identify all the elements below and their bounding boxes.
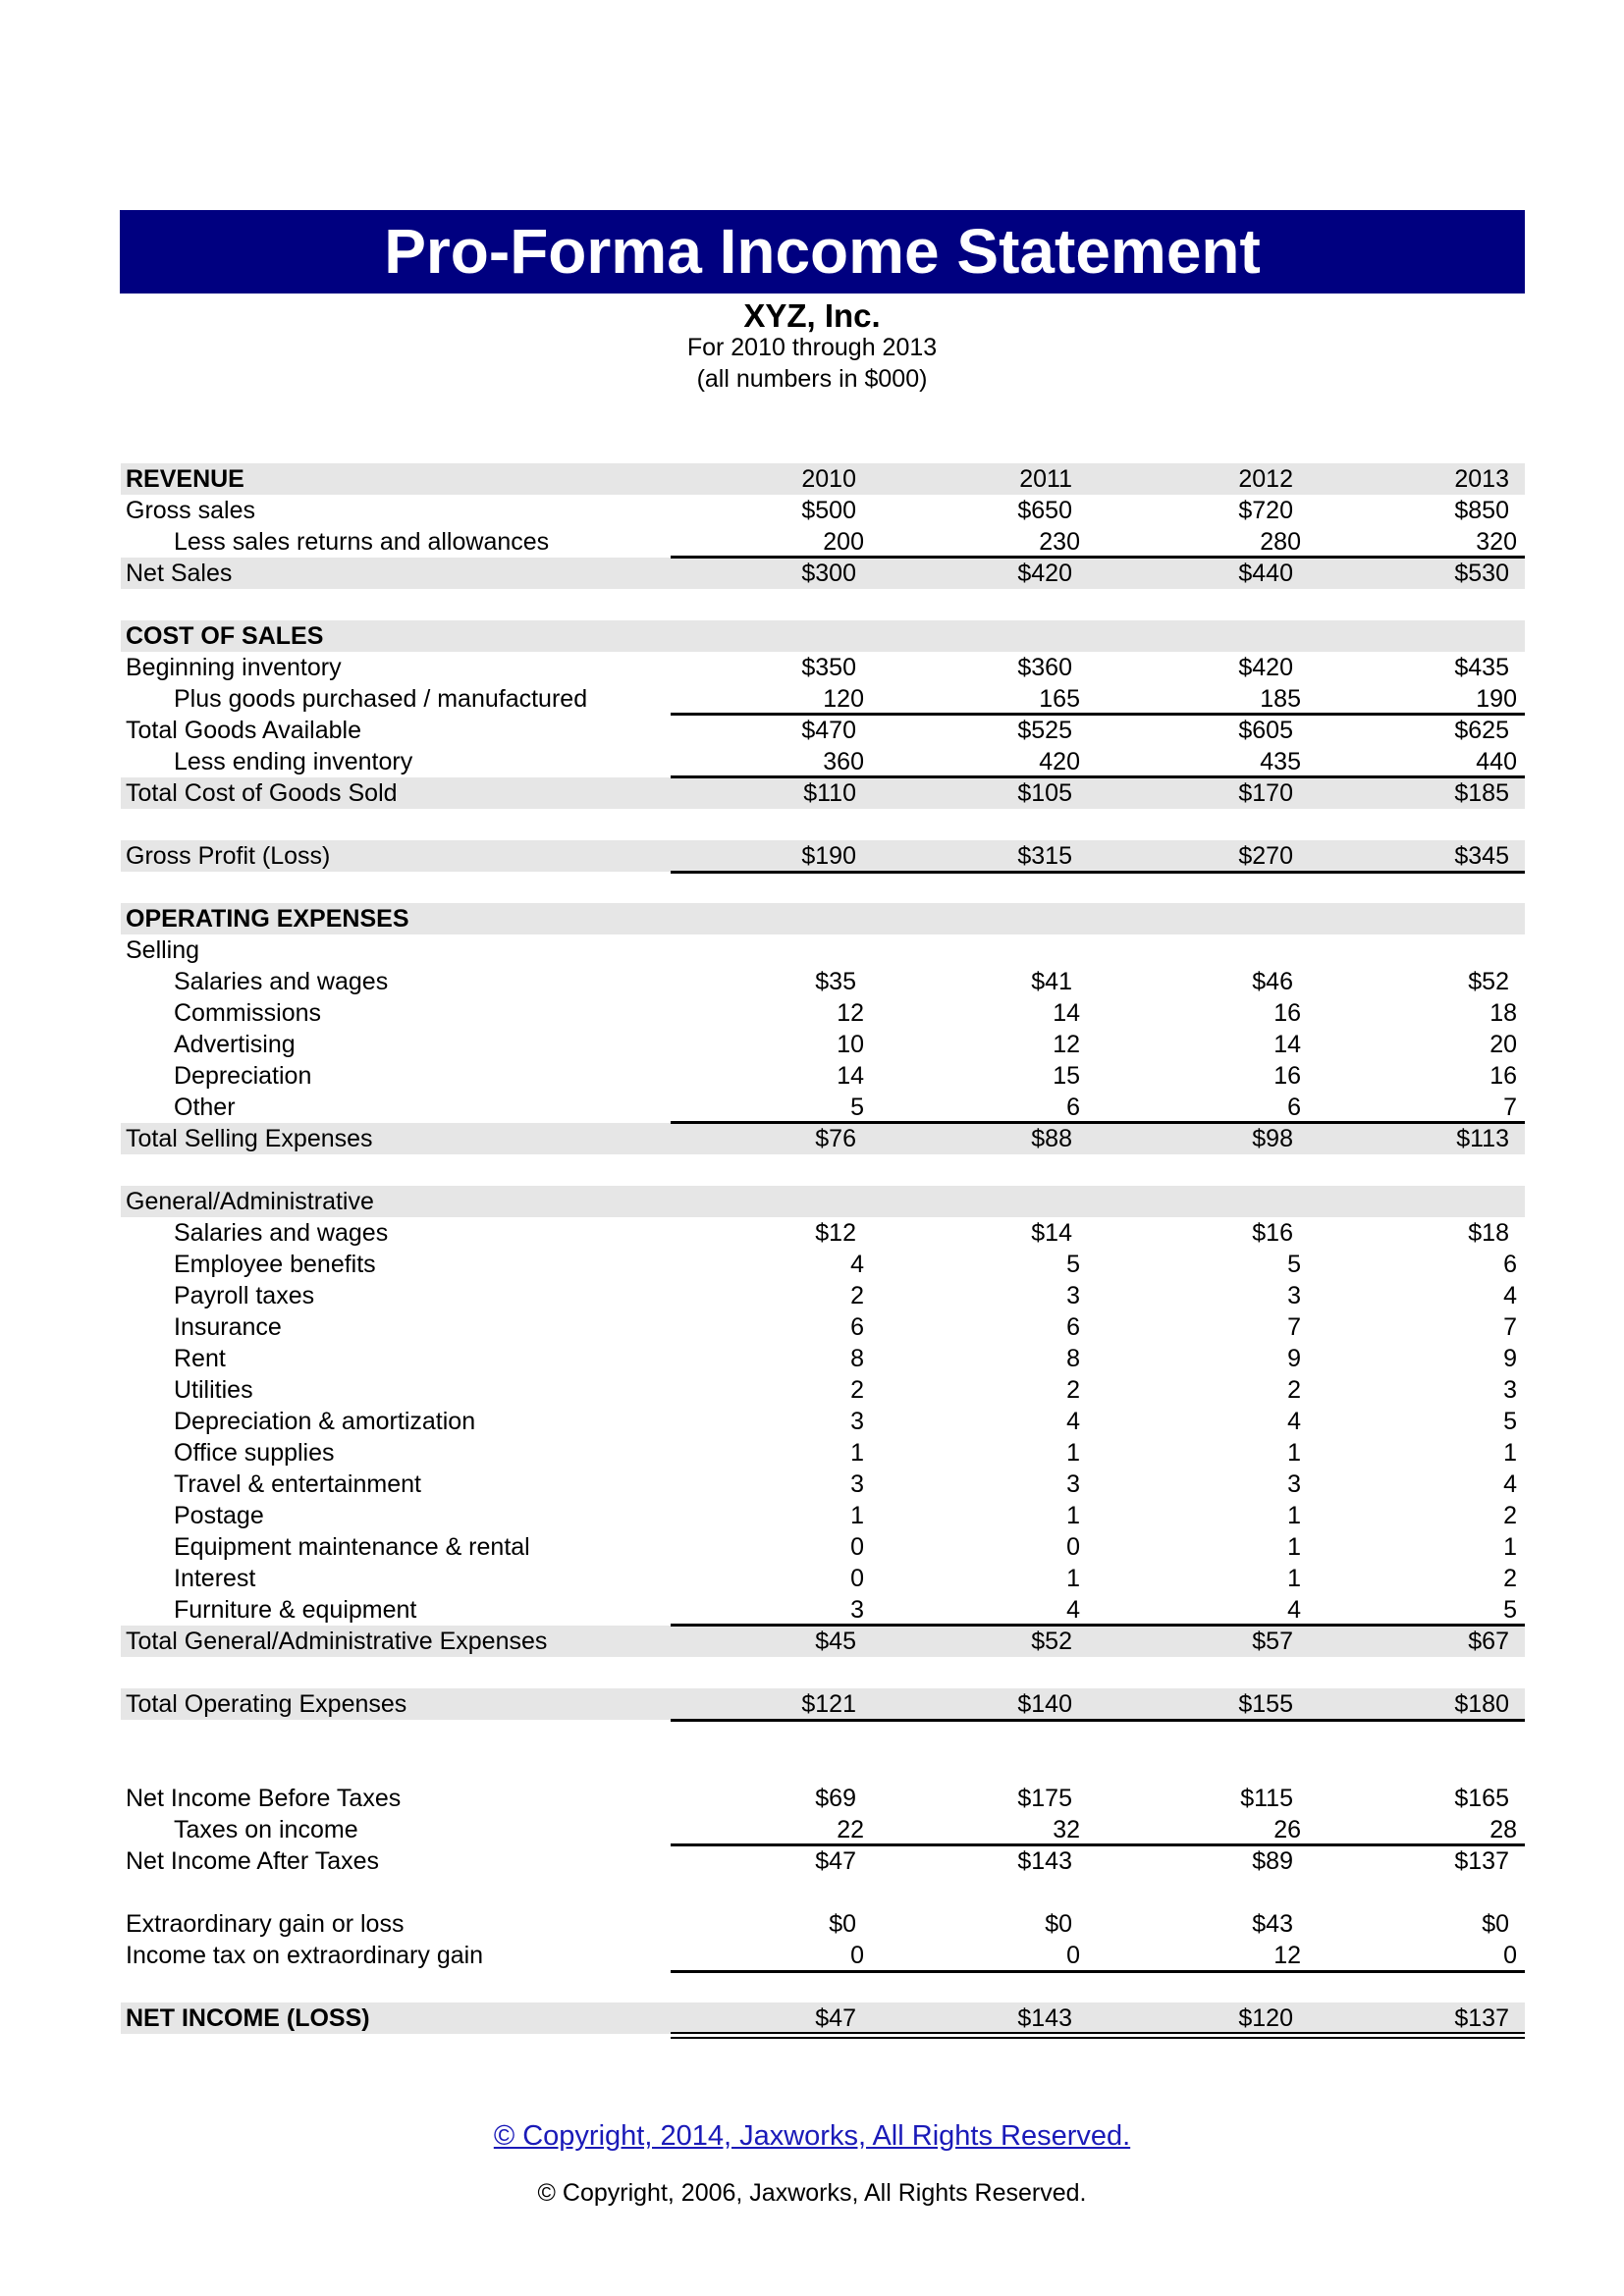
- spacer-row: [121, 1657, 1525, 1688]
- row-label: Gross sales: [126, 497, 255, 524]
- spacer-row: [121, 1720, 1525, 1751]
- table-row: [121, 1406, 1525, 1437]
- value-cell: $57: [1252, 1628, 1293, 1655]
- value-cell: $41: [1031, 968, 1072, 995]
- value-cell: 8: [850, 1345, 864, 1372]
- table-row: [121, 1500, 1525, 1531]
- value-cell: 185: [1260, 685, 1301, 713]
- value-cell: 3: [1287, 1470, 1301, 1498]
- value-cell: 2: [1503, 1565, 1517, 1592]
- value-cell: 3: [1066, 1470, 1080, 1498]
- row-label: Net Income Before Taxes: [126, 1785, 402, 1812]
- value-cell: 9: [1287, 1345, 1301, 1372]
- table-row: [121, 1092, 1525, 1123]
- value-cell: 3: [1503, 1376, 1517, 1404]
- page-title: Pro-Forma Income Statement: [384, 215, 1261, 287]
- value-cell: 1: [1287, 1502, 1301, 1529]
- value-cell: $14: [1031, 1219, 1072, 1247]
- value-cell: 5: [1503, 1408, 1517, 1435]
- row-label: Less sales returns and allowances: [174, 528, 550, 556]
- table-row: [121, 966, 1525, 997]
- value-cell: 6: [850, 1313, 864, 1341]
- value-cell: 6: [1066, 1094, 1080, 1121]
- value-cell: 4: [850, 1251, 864, 1278]
- value-cell: 12: [1053, 1031, 1080, 1058]
- value-cell: 0: [1066, 1533, 1080, 1561]
- title-banner: [120, 210, 1525, 294]
- value-cell: $155: [1238, 1690, 1293, 1718]
- value-cell: 7: [1503, 1313, 1517, 1341]
- value-cell: 200: [823, 528, 864, 556]
- copyright-link-line: [0, 2118, 1624, 2154]
- value-cell: $52: [1468, 968, 1509, 995]
- value-cell: $850: [1454, 497, 1509, 524]
- value-cell: $45: [815, 1628, 856, 1655]
- value-cell: $360: [1017, 654, 1072, 681]
- value-cell: 0: [850, 1565, 864, 1592]
- table-row: [121, 746, 1525, 777]
- value-cell: $180: [1454, 1690, 1509, 1718]
- value-cell: 4: [1066, 1408, 1080, 1435]
- value-cell: 4: [1287, 1596, 1301, 1624]
- value-cell: 1: [850, 1439, 864, 1467]
- value-cell: 12: [1273, 1942, 1301, 1969]
- value-cell: $0: [1045, 1910, 1072, 1938]
- value-cell: 14: [1273, 1031, 1301, 1058]
- table-row: [121, 1563, 1525, 1594]
- row-label: Extraordinary gain or loss: [126, 1910, 405, 1938]
- table-row: [121, 1437, 1525, 1468]
- value-cell: 0: [850, 1533, 864, 1561]
- row-label: Payroll taxes: [174, 1282, 315, 1309]
- value-cell: $0: [1482, 1910, 1509, 1938]
- value-cell: 8: [1066, 1345, 1080, 1372]
- value-cell: 6: [1503, 1251, 1517, 1278]
- row-label: General/Administrative: [126, 1188, 374, 1215]
- row-label: Net Income After Taxes: [126, 1847, 379, 1875]
- value-cell: $88: [1031, 1125, 1072, 1152]
- table-row: [121, 715, 1525, 746]
- table-row: [121, 934, 1525, 966]
- table-row: [121, 1626, 1525, 1657]
- value-cell: $470: [801, 717, 856, 744]
- value-cell: 420: [1039, 748, 1080, 775]
- value-cell: 3: [850, 1596, 864, 1624]
- value-cell: $185: [1454, 779, 1509, 807]
- value-cell: $300: [801, 560, 856, 587]
- table-row: [121, 997, 1525, 1029]
- value-cell: $440: [1238, 560, 1293, 587]
- value-cell: $420: [1017, 560, 1072, 587]
- value-cell: 120: [823, 685, 864, 713]
- value-cell: 3: [1066, 1282, 1080, 1309]
- value-cell: 280: [1260, 528, 1301, 556]
- value-cell: 6: [1287, 1094, 1301, 1121]
- table-row: [121, 1280, 1525, 1311]
- value-cell: 5: [1066, 1251, 1080, 1278]
- value-cell: 26: [1273, 1816, 1301, 1843]
- row-label: COST OF SALES: [126, 622, 324, 650]
- row-label: Employee benefits: [174, 1251, 376, 1278]
- value-cell: 1: [1066, 1502, 1080, 1529]
- row-label: Insurance: [174, 1313, 282, 1341]
- spacer-row: [121, 1877, 1525, 1908]
- row-label: Taxes on income: [174, 1816, 358, 1843]
- value-cell: 230: [1039, 528, 1080, 556]
- row-label: OPERATING EXPENSES: [126, 905, 409, 933]
- value-cell: 3: [850, 1470, 864, 1498]
- table-row: [121, 1186, 1525, 1217]
- value-cell: $18: [1468, 1219, 1509, 1247]
- value-cell: 2: [1287, 1376, 1301, 1404]
- section-header-row: [121, 903, 1525, 934]
- row-label: Equipment maintenance & rental: [174, 1533, 530, 1561]
- value-cell: $170: [1238, 779, 1293, 807]
- value-cell: 20: [1489, 1031, 1517, 1058]
- period-label: For 2010 through 2013: [686, 334, 938, 361]
- value-cell: 3: [1287, 1282, 1301, 1309]
- value-cell: $69: [815, 1785, 856, 1812]
- row-label: Office supplies: [174, 1439, 335, 1467]
- value-cell: $143: [1017, 1847, 1072, 1875]
- row-label: Furniture & equipment: [174, 1596, 417, 1624]
- value-cell: $52: [1031, 1628, 1072, 1655]
- row-label: Travel & entertainment: [174, 1470, 421, 1498]
- table-row: [121, 1343, 1525, 1374]
- value-cell: $120: [1238, 2004, 1293, 2032]
- table-row: [121, 526, 1525, 558]
- table-row: [121, 683, 1525, 715]
- row-label: Total Cost of Goods Sold: [126, 779, 398, 807]
- table-row: [121, 1814, 1525, 1845]
- value-cell: $0: [829, 1910, 856, 1938]
- value-cell: 12: [837, 999, 864, 1027]
- table-row: [121, 1845, 1525, 1877]
- value-cell: $435: [1454, 654, 1509, 681]
- table-row: [121, 1123, 1525, 1154]
- value-cell: $315: [1017, 842, 1072, 870]
- table-row: [121, 1594, 1525, 1626]
- value-cell: 18: [1489, 999, 1517, 1027]
- value-cell: $110: [803, 779, 856, 807]
- value-cell: 7: [1503, 1094, 1517, 1121]
- value-cell: 4: [1503, 1470, 1517, 1498]
- row-label: Income tax on extraordinary gain: [126, 1942, 484, 1969]
- row-label: Salaries and wages: [174, 1219, 389, 1247]
- spacer-row: [121, 589, 1525, 620]
- value-cell: 190: [1476, 685, 1517, 713]
- value-cell: 28: [1489, 1816, 1517, 1843]
- row-label: Commissions: [174, 999, 322, 1027]
- table-row: [121, 1311, 1525, 1343]
- value-cell: $190: [801, 842, 856, 870]
- value-cell: 7: [1287, 1313, 1301, 1341]
- value-cell: $525: [1017, 717, 1072, 744]
- value-cell: 1: [1066, 1439, 1080, 1467]
- row-label: Beginning inventory: [126, 654, 342, 681]
- row-label: Other: [174, 1094, 236, 1121]
- table-row: [121, 1249, 1525, 1280]
- value-cell: 440: [1476, 748, 1517, 775]
- value-cell: $350: [801, 654, 856, 681]
- value-cell: $47: [815, 2004, 856, 2032]
- value-cell: 22: [837, 1816, 864, 1843]
- spacer-row: [121, 1971, 1525, 2002]
- value-cell: $121: [801, 1690, 856, 1718]
- row-label: REVENUE: [126, 465, 244, 493]
- value-cell: $137: [1454, 2004, 1509, 2032]
- value-cell: 4: [1066, 1596, 1080, 1624]
- value-cell: 1: [850, 1502, 864, 1529]
- value-cell: $420: [1238, 654, 1293, 681]
- row-label: Depreciation: [174, 1062, 312, 1090]
- value-cell: 1: [1287, 1565, 1301, 1592]
- value-cell: $650: [1017, 497, 1072, 524]
- value-cell: $143: [1017, 2004, 1072, 2032]
- value-cell: $113: [1456, 1125, 1509, 1152]
- copyright-notice: © Copyright, 2006, Jaxworks, All Rights Reserved.: [537, 2179, 1087, 2207]
- table-row: [121, 1468, 1525, 1500]
- table-row: [121, 495, 1525, 526]
- value-cell: $115: [1240, 1785, 1293, 1812]
- value-cell: 9: [1503, 1345, 1517, 1372]
- value-cell: $165: [1454, 1785, 1509, 1812]
- spacer-row: [121, 872, 1525, 903]
- value-cell: 6: [1066, 1313, 1080, 1341]
- table-row: [121, 1531, 1525, 1563]
- value-cell: 14: [837, 1062, 864, 1090]
- table-row: [121, 1374, 1525, 1406]
- table-row: [121, 1783, 1525, 1814]
- row-label: Advertising: [174, 1031, 296, 1058]
- value-cell: $43: [1252, 1910, 1293, 1938]
- row-label: Total General/Administrative Expenses: [126, 1628, 548, 1655]
- value-cell: $105: [1017, 779, 1072, 807]
- table-row: [121, 558, 1525, 589]
- section-header-row: [121, 620, 1525, 652]
- value-cell: 16: [1489, 1062, 1517, 1090]
- value-cell: $89: [1252, 1847, 1293, 1875]
- value-cell: $605: [1238, 717, 1293, 744]
- value-cell: 1: [1503, 1533, 1517, 1561]
- value-cell: 32: [1053, 1816, 1080, 1843]
- value-cell: 1: [1503, 1439, 1517, 1467]
- value-cell: 165: [1039, 685, 1080, 713]
- value-cell: $67: [1468, 1628, 1509, 1655]
- value-cell: 14: [1053, 999, 1080, 1027]
- value-cell: $12: [815, 1219, 856, 1247]
- table-row: [121, 840, 1525, 872]
- value-cell: $46: [1252, 968, 1293, 995]
- row-label: Depreciation & amortization: [174, 1408, 476, 1435]
- value-cell: 1: [1287, 1439, 1301, 1467]
- value-cell: 0: [1066, 1942, 1080, 1969]
- value-cell: 10: [837, 1031, 864, 1058]
- value-cell: $530: [1454, 560, 1509, 587]
- value-cell: 2: [850, 1282, 864, 1309]
- value-cell: 2: [1066, 1376, 1080, 1404]
- row-label: Less ending inventory: [174, 748, 413, 775]
- value-cell: 16: [1273, 999, 1301, 1027]
- row-label: Rent: [174, 1345, 226, 1372]
- row-label: Selling: [126, 936, 200, 964]
- value-cell: 3: [850, 1408, 864, 1435]
- value-cell: 320: [1476, 528, 1517, 556]
- row-label: Interest: [174, 1565, 256, 1592]
- spacer-row: [121, 809, 1525, 840]
- row-label: Total Goods Available: [126, 717, 361, 744]
- value-cell: $35: [815, 968, 856, 995]
- row-label: Total Selling Expenses: [126, 1125, 373, 1152]
- row-label: Gross Profit (Loss): [126, 842, 331, 870]
- value-cell: 5: [1503, 1596, 1517, 1624]
- row-label: NET INCOME (LOSS): [126, 2004, 370, 2032]
- year-header-cell: 2012: [1238, 465, 1293, 493]
- row-label: Salaries and wages: [174, 968, 389, 995]
- row-label: Plus goods purchased / manufactured: [174, 685, 588, 713]
- table-row: [121, 652, 1525, 683]
- value-cell: $16: [1252, 1219, 1293, 1247]
- value-cell: 5: [850, 1094, 864, 1121]
- value-cell: $270: [1238, 842, 1293, 870]
- value-cell: $140: [1017, 1690, 1072, 1718]
- company-name: XYZ, Inc.: [743, 297, 881, 334]
- table-row: [121, 1688, 1525, 1720]
- value-cell: 5: [1287, 1251, 1301, 1278]
- units-label: (all numbers in $000): [696, 365, 928, 393]
- value-cell: 4: [1503, 1282, 1517, 1309]
- value-cell: 360: [823, 748, 864, 775]
- value-cell: 0: [1503, 1942, 1517, 1969]
- income-statement-table: [121, 463, 1525, 2034]
- row-label: Total Operating Expenses: [126, 1690, 407, 1718]
- spacer-row: [121, 1751, 1525, 1783]
- table-row: [121, 1060, 1525, 1092]
- copyright-link[interactable]: © Copyright, 2014, Jaxworks, All Rights Reserved.: [493, 2120, 1131, 2152]
- table-row: [121, 1908, 1525, 1940]
- table-row: [121, 1940, 1525, 1971]
- table-row: [121, 1217, 1525, 1249]
- value-cell: $345: [1454, 842, 1509, 870]
- value-cell: 435: [1260, 748, 1301, 775]
- table-row: [121, 777, 1525, 809]
- spacer-row: [121, 1154, 1525, 1186]
- value-cell: $47: [815, 1847, 856, 1875]
- row-label: Net Sales: [126, 560, 233, 587]
- row-label: Postage: [174, 1502, 264, 1529]
- section-header-row: [121, 2002, 1525, 2034]
- table-row: [121, 1029, 1525, 1060]
- value-cell: $137: [1454, 1847, 1509, 1875]
- value-cell: 4: [1287, 1408, 1301, 1435]
- value-cell: 16: [1273, 1062, 1301, 1090]
- value-cell: $500: [801, 497, 856, 524]
- value-cell: $98: [1252, 1125, 1293, 1152]
- value-cell: 2: [1503, 1502, 1517, 1529]
- value-cell: $720: [1238, 497, 1293, 524]
- value-cell: $76: [815, 1125, 856, 1152]
- value-cell: 1: [1066, 1565, 1080, 1592]
- value-cell: $175: [1017, 1785, 1072, 1812]
- value-cell: 0: [850, 1942, 864, 1969]
- value-cell: 1: [1287, 1533, 1301, 1561]
- section-header-row: [121, 463, 1525, 495]
- year-header-cell: 2010: [801, 465, 856, 493]
- value-cell: $625: [1454, 717, 1509, 744]
- value-cell: 2: [850, 1376, 864, 1404]
- year-header-cell: 2013: [1454, 465, 1509, 493]
- row-label: Utilities: [174, 1376, 253, 1404]
- year-header-cell: 2011: [1019, 465, 1072, 493]
- value-cell: 15: [1053, 1062, 1080, 1090]
